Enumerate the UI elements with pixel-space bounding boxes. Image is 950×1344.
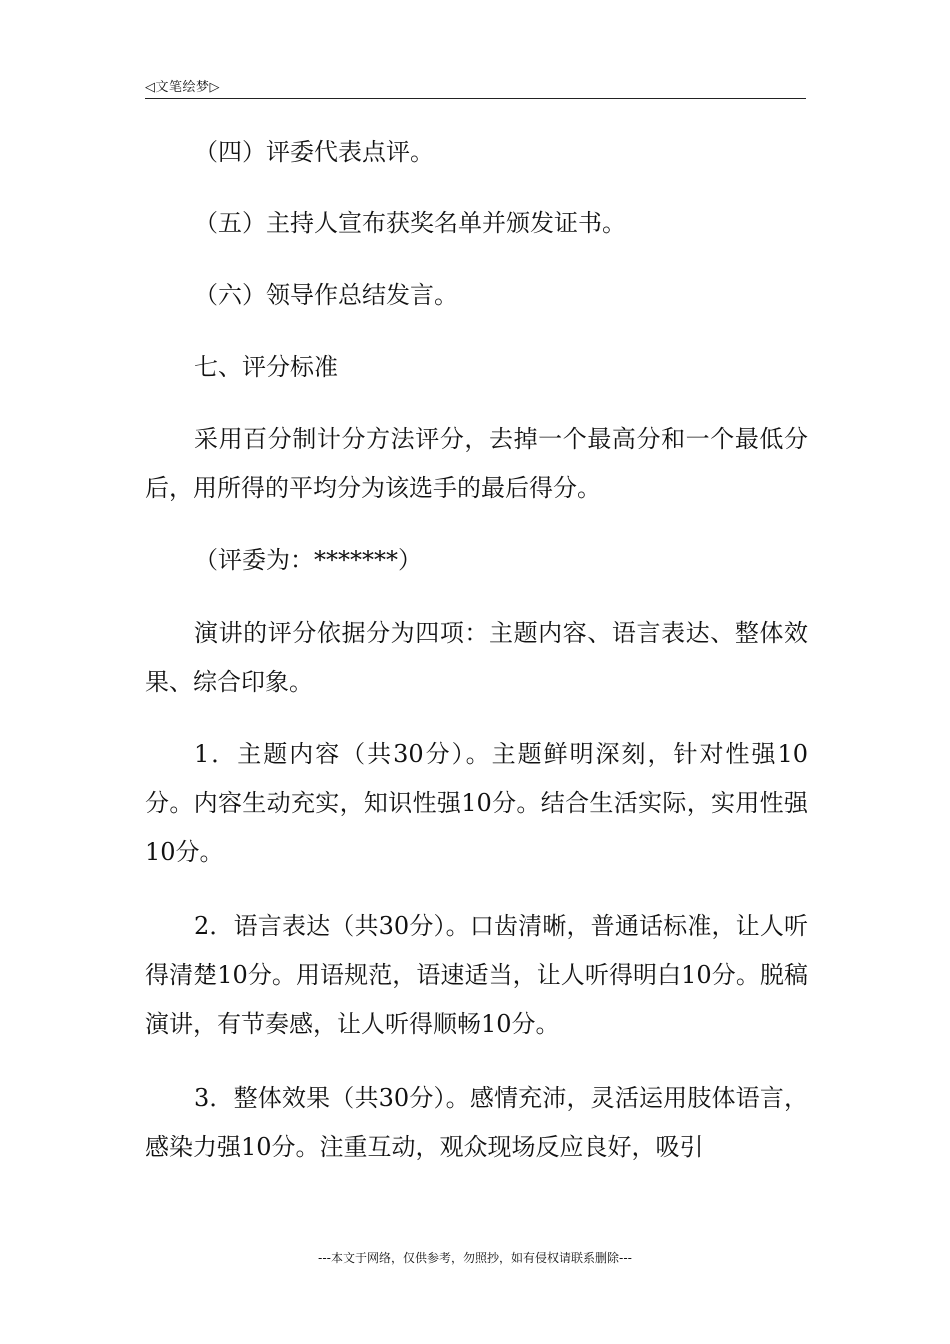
paragraph-judges: （评委为：*******） — [194, 546, 422, 574]
paragraph-scoring-method: 采用百分制计分方法评分，去掉一个最高分和一个最低分后，用所得的平均分为该选手的最后得分。 — [145, 425, 808, 502]
paragraph-criterion-effect: 3．整体效果（共30分）。感情充沛，灵活运用肢体语言，感染力强10分。注重互动，观众现场反应良好，吸引 — [145, 1084, 808, 1161]
paragraph-criterion-content: 1．主题内容（共30分）。主题鲜明深刻，针对性强10分。内容生动充实，知识性强10分。结合生活实际，实用性强10分。 — [145, 740, 808, 866]
header-title: ◁文笔绘梦▷ — [145, 80, 220, 95]
paragraph-summary: （六）领导作总结发言。 — [194, 281, 458, 309]
paragraph-awards: （五）主持人宣布获奖名单并颁发证书。 — [194, 209, 626, 237]
paragraph-criterion-language: 2．语言表达（共30分）。口齿清晰，普通话标准，让人听得清楚10分。用语规范，语速适当，让人听得明白10分。脱稿演讲，有节奏感，让人听得顺畅10分。 — [145, 912, 808, 1038]
section-heading-scoring: 七、评分标准 — [194, 353, 338, 381]
page-header — [145, 74, 806, 99]
paragraph-criteria-intro: 演讲的评分依据分为四项：主题内容、语言表达、整体效果、综合印象。 — [145, 619, 808, 696]
paragraph-review: （四）评委代表点评。 — [194, 138, 434, 166]
page-footer: ---本文于网络，仅供参考，勿照抄，如有侵权请联系删除--- — [318, 1251, 632, 1265]
